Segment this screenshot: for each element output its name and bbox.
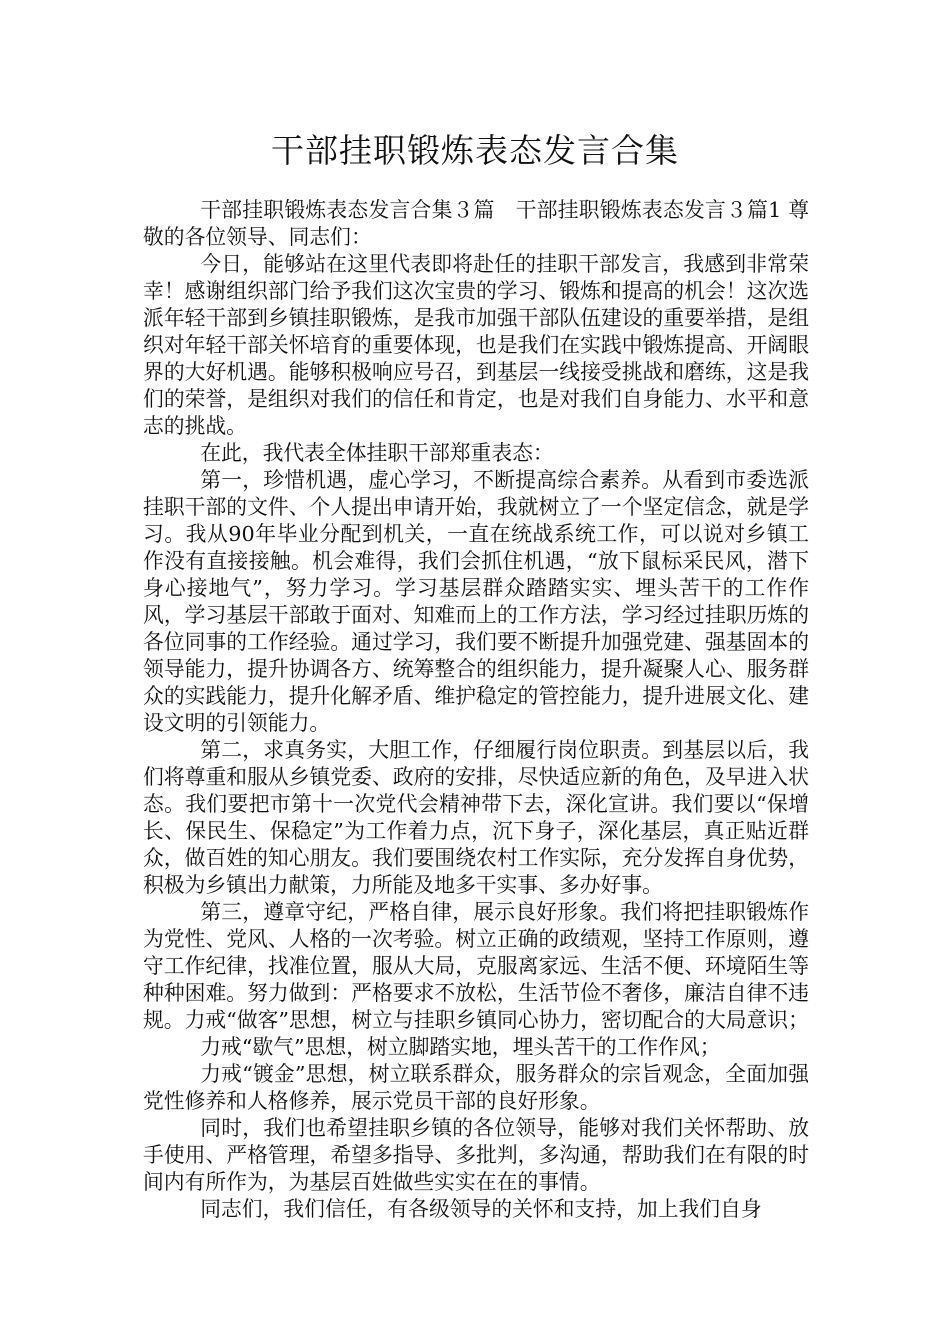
- paragraph-point-two: 第二，求真务实，大胆工作，仔细履行岗位职责。到基层以后，我们将尊重和服从乡镇党委、政府的安排，尽快适应新的角色，及早进入状态。我们要把市第十一次党代会精神带下去，深化宣讲。我们要以“保增长、保民生、保稳定”为工作着力点，沉下身子，深化基层，真正贴近群众，做百姓的知心朋友。我们要围绕农村工作实际，充分发挥自身优势，积极为乡镇出力献策，力所能及地多干实事、多办好事。: [143, 738, 809, 897]
- paragraph-point-three: 第三，遵章守纪，严格自律，展示良好形象。我们将把挂职锻炼作为党性、党风、人格的一次考验。树立正确的政绩观，坚持工作原则，遵守工作纪律，找准位置，服从大局，克服离家远、生活不便、环境陌生等种种困难。努力做到：严格要求不放松，生活节俭不奢侈，廉洁自律不违规。力戒“做客”思想，树立与挂职乡镇同心协力，密切配合的大局意识；: [143, 900, 809, 1032]
- paragraph-avoid-gilding: 力戒“镀金”思想，树立联系群众，服务群众的宗旨观念，全面加强党性修养和人格修养，展示党员干部的良好形象。: [143, 1062, 809, 1113]
- paragraph-request: 同时，我们也希望挂职乡镇的各位领导，能够对我们关怀帮助、放手使用、严格管理，希望多指导、多批判，多沟通，帮助我们在有限的时间内有所作为，为基层百姓做些实实在在的事情。: [143, 1116, 809, 1194]
- paragraph-closing: 同志们，我们信任，有各级领导的关怀和支持，加上我们自身: [200, 1197, 762, 1221]
- document-title: 干部挂职锻炼表态发言合集: [271, 131, 679, 170]
- paragraph-avoid-slacking: 力戒“歇气”思想，树立脚踏实地，埋头苦干的工作作风；: [200, 1035, 721, 1059]
- paragraph-intro: 干部挂职锻炼表态发言合集３篇 干部挂职锻炼表态发言３篇1 尊敬的各位领导、同志们：: [143, 198, 809, 249]
- paragraph-pledge-intro: 在此，我代表全体挂职干部郑重表态：: [200, 441, 554, 465]
- paragraph-opening: 今日，能够站在这里代表即将赴任的挂职干部发言，我感到非常荣幸！感谢组织部门给予我们这次宝贵的学习、锻炼和提高的机会！这次选派年轻干部到乡镇挂职锻炼，是我市加强干部队伍建设的重要举措，是组织对年轻干部关怀培育的重要体现，也是我们在实践中锻炼提高、开阔眼界的大好机遇。能够积极响应号召，到基层一线接受挑战和磨练，这是我们的荣誉，是组织对我们的信任和肯定，也是对我们自身能力、水平和意志的挑战。: [143, 252, 809, 438]
- document-body: [143, 197, 809, 1223]
- paragraph-point-one: 第一，珍惜机遇，虚心学习，不断提高综合素养。从看到市委选派挂职干部的文件、个人提出申请开始，我就树立了一个坚定信念，就是学习。我从90年毕业分配到机关，一直在统战系统工作，可以说对乡镇工作没有直接接触。机会难得，我们会抓住机遇，“放下鼠标采民风，潜下身心接地气”，努力学习。学习基层群众踏踏实实、埋头苦干的工作作风，学习基层干部敢于面对、知难而上的工作方法，学习经过挂职历炼的各位同事的工作经验。通过学习，我们要不断提升加强党建、强基固本的领导能力，提升协调各方、统筹整合的组织能力，提升凝聚人心、服务群众的实践能力，提升化解矛盾、维护稳定的管控能力，提升进展文化、建设文明的引领能力。: [143, 468, 809, 735]
